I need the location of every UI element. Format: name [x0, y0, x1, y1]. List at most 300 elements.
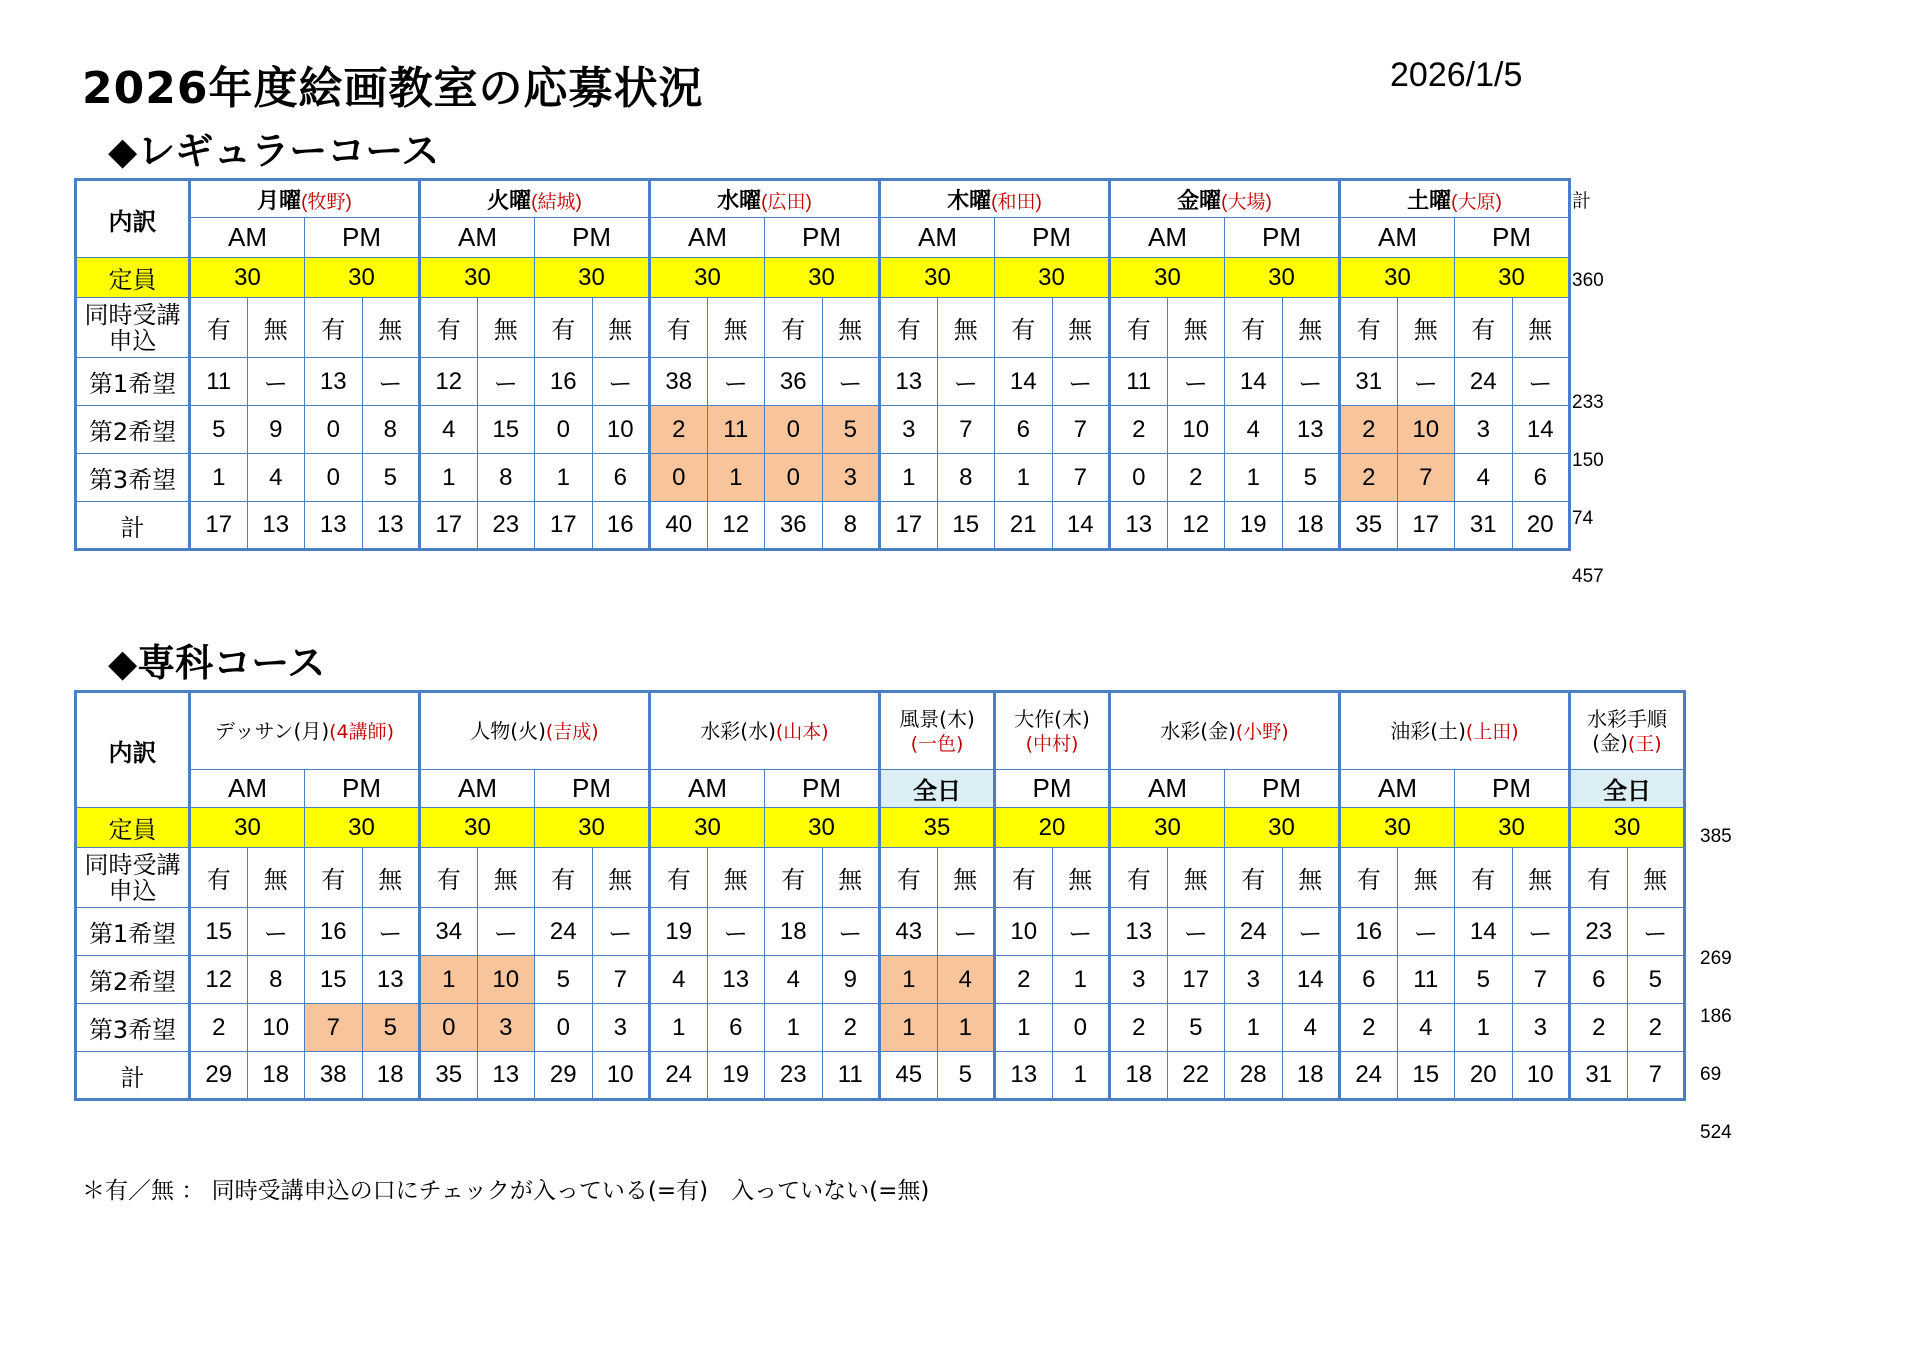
- yes-header: 有: [880, 848, 938, 908]
- data-cell: 9: [822, 956, 880, 1004]
- data-cell: 6: [592, 454, 650, 502]
- data-cell: 11: [190, 358, 248, 406]
- teacher-name: (吉成): [545, 720, 599, 743]
- data-cell: 0: [765, 406, 823, 454]
- data-cell: 23: [1570, 908, 1628, 956]
- course-name-day: (金): [1592, 730, 1628, 755]
- am-header: AM: [190, 218, 305, 258]
- yes-header: 有: [765, 848, 823, 908]
- data-cell: 0: [535, 406, 593, 454]
- data-cell: 1: [535, 454, 593, 502]
- data-cell: 17: [1397, 502, 1455, 550]
- data-cell: 10: [592, 1052, 650, 1100]
- capacity-value: 30: [305, 808, 420, 848]
- course-name: 大作(木): [1014, 706, 1090, 731]
- data-cell: 3: [592, 1004, 650, 1052]
- data-cell: 1: [1052, 956, 1110, 1004]
- page-title: 2026年度絵画教室の応募状況: [82, 63, 704, 114]
- data-cell: 1: [420, 454, 478, 502]
- no-header: 無: [592, 298, 650, 358]
- no-header: 無: [1052, 298, 1110, 358]
- data-cell: 0: [1052, 1004, 1110, 1052]
- data-cell: 18: [1110, 1052, 1168, 1100]
- data-cell: 17: [880, 502, 938, 550]
- pm-header: PM: [305, 218, 420, 258]
- course-header: [880, 692, 995, 770]
- no-header: 無: [822, 298, 880, 358]
- data-cell: 2: [1627, 1004, 1685, 1052]
- data-cell: 1: [650, 1004, 708, 1052]
- row-total: 233: [1572, 392, 1604, 413]
- data-cell: 7: [592, 956, 650, 1004]
- data-cell: 2: [650, 406, 708, 454]
- data-cell: 7: [1627, 1052, 1685, 1100]
- allday-header: 全日: [880, 770, 995, 808]
- yes-header: 有: [535, 848, 593, 908]
- data-cell: 0: [765, 454, 823, 502]
- capacity-value: 30: [1570, 808, 1685, 848]
- data-cell: ー: [1167, 358, 1225, 406]
- capacity-label: 定員: [76, 808, 190, 848]
- data-cell: 11: [1397, 956, 1455, 1004]
- yes-header: 有: [765, 298, 823, 358]
- am-header: AM: [420, 770, 535, 808]
- data-cell: 11: [707, 406, 765, 454]
- footnote: ＊有／無 ： 同時受講申込の口にチェックが入っている(=有) 入っていない(=無): [82, 1178, 930, 1204]
- capacity-value: 30: [650, 258, 765, 298]
- data-cell: 5: [822, 406, 880, 454]
- yes-header: 有: [1225, 298, 1283, 358]
- am-header: AM: [420, 218, 535, 258]
- data-cell: 5: [1167, 1004, 1225, 1052]
- data-cell: 3: [1455, 406, 1513, 454]
- data-cell: 4: [765, 956, 823, 1004]
- day-header: [420, 180, 650, 218]
- am-header: AM: [190, 770, 305, 808]
- data-cell: 15: [190, 908, 248, 956]
- teacher-name: (大場): [1221, 191, 1272, 213]
- concurrent-label-line1: 同時受講: [84, 300, 181, 329]
- course-header: [190, 692, 420, 770]
- data-cell: 8: [477, 454, 535, 502]
- pm-header: PM: [1455, 770, 1570, 808]
- course-header: [1570, 692, 1685, 770]
- data-cell: 36: [765, 502, 823, 550]
- day-name: 火曜: [487, 187, 532, 213]
- data-cell: ー: [937, 358, 995, 406]
- day-header: [1110, 180, 1340, 218]
- data-cell: ー: [1512, 908, 1570, 956]
- yes-header: 有: [650, 298, 708, 358]
- teacher-name: (山本): [775, 720, 829, 743]
- data-cell: 1: [1455, 1004, 1513, 1052]
- no-header: 無: [937, 298, 995, 358]
- capacity-value: 30: [765, 258, 880, 298]
- yes-header: 有: [190, 848, 248, 908]
- data-cell: ー: [1397, 908, 1455, 956]
- data-cell: 13: [362, 502, 420, 550]
- course-header: [420, 692, 650, 770]
- data-cell: 10: [1397, 406, 1455, 454]
- data-cell: 1: [420, 956, 478, 1004]
- data-cell: 5: [362, 1004, 420, 1052]
- yes-header: 有: [420, 848, 478, 908]
- data-cell: 2: [995, 956, 1053, 1004]
- data-cell: 7: [1052, 454, 1110, 502]
- row-label: 計: [76, 1052, 190, 1100]
- concurrent-label: [76, 298, 190, 358]
- capacity-value: 30: [420, 808, 535, 848]
- data-cell: 14: [1512, 406, 1570, 454]
- data-cell: 2: [190, 1004, 248, 1052]
- row-total: 524: [1700, 1122, 1732, 1143]
- data-cell: 13: [707, 956, 765, 1004]
- day-name: 金曜: [1177, 187, 1222, 213]
- no-header: 無: [1512, 848, 1570, 908]
- total-header: 計: [1572, 191, 1592, 212]
- row-label: 第2希望: [76, 406, 190, 454]
- data-cell: 29: [190, 1052, 248, 1100]
- data-cell: 38: [650, 358, 708, 406]
- data-cell: 0: [305, 454, 363, 502]
- yes-header: 有: [880, 298, 938, 358]
- teacher-name: (和田): [991, 191, 1042, 213]
- day-header: [190, 180, 420, 218]
- no-header: 無: [477, 848, 535, 908]
- no-header: 無: [1167, 848, 1225, 908]
- data-cell: 13: [477, 1052, 535, 1100]
- capacity-value: 20: [995, 808, 1110, 848]
- row-total: 150: [1572, 450, 1604, 471]
- data-cell: 2: [822, 1004, 880, 1052]
- data-cell: 0: [420, 1004, 478, 1052]
- pm-header: PM: [995, 218, 1110, 258]
- teacher-name: (上田): [1465, 720, 1519, 743]
- data-cell: 6: [1570, 956, 1628, 1004]
- data-cell: 6: [1340, 956, 1398, 1004]
- data-cell: 14: [1455, 908, 1513, 956]
- pm-header: PM: [535, 770, 650, 808]
- data-cell: 17: [420, 502, 478, 550]
- course-name: 風景(木): [899, 706, 975, 731]
- data-cell: 38: [305, 1052, 363, 1100]
- am-header: AM: [1340, 770, 1455, 808]
- pm-header: PM: [1455, 218, 1570, 258]
- data-cell: ー: [937, 908, 995, 956]
- data-cell: 0: [1110, 454, 1168, 502]
- capacity-value: 30: [1340, 808, 1455, 848]
- no-header: 無: [937, 848, 995, 908]
- capacity-label: 定員: [76, 258, 190, 298]
- data-cell: 4: [1282, 1004, 1340, 1052]
- course-name: 水彩(金): [1160, 718, 1236, 743]
- data-cell: 8: [822, 502, 880, 550]
- capacity-total: 385: [1700, 826, 1732, 847]
- data-cell: 2: [1340, 454, 1398, 502]
- data-cell: 13: [880, 358, 938, 406]
- data-cell: 0: [650, 454, 708, 502]
- data-cell: 10: [592, 406, 650, 454]
- data-cell: 19: [650, 908, 708, 956]
- day-name: 月曜: [257, 187, 302, 213]
- pm-header: PM: [995, 770, 1110, 808]
- yes-header: 有: [995, 848, 1053, 908]
- yes-header: 有: [1455, 848, 1513, 908]
- data-cell: 17: [1167, 956, 1225, 1004]
- yes-header: 有: [1340, 298, 1398, 358]
- data-cell: 13: [995, 1052, 1053, 1100]
- data-cell: 18: [1282, 502, 1340, 550]
- data-cell: 5: [1282, 454, 1340, 502]
- no-header: 無: [362, 298, 420, 358]
- capacity-total: 360: [1572, 270, 1604, 291]
- data-cell: 5: [362, 454, 420, 502]
- allday-header: 全日: [1570, 770, 1685, 808]
- data-cell: 7: [1052, 406, 1110, 454]
- data-cell: ー: [822, 358, 880, 406]
- data-cell: 7: [1512, 956, 1570, 1004]
- data-cell: 31: [1570, 1052, 1628, 1100]
- teacher-name: (一色): [910, 732, 964, 755]
- data-cell: 5: [1627, 956, 1685, 1004]
- data-cell: 12: [420, 358, 478, 406]
- data-cell: ー: [822, 908, 880, 956]
- row-label: 計: [76, 502, 190, 550]
- yes-header: 有: [1110, 298, 1168, 358]
- regular-section-title: ◆レギュラーコース: [108, 129, 440, 173]
- yes-header: 有: [1340, 848, 1398, 908]
- row-label: 第1希望: [76, 908, 190, 956]
- data-cell: 4: [937, 956, 995, 1004]
- data-cell: 1: [190, 454, 248, 502]
- data-cell: 40: [650, 502, 708, 550]
- capacity-value: 30: [765, 808, 880, 848]
- data-cell: 12: [707, 502, 765, 550]
- yes-header: 有: [1570, 848, 1628, 908]
- row-label: 第1希望: [76, 358, 190, 406]
- data-cell: ー: [477, 908, 535, 956]
- data-cell: 8: [362, 406, 420, 454]
- capacity-value: 30: [1110, 258, 1225, 298]
- data-cell: ー: [247, 358, 305, 406]
- no-header: 無: [247, 848, 305, 908]
- data-cell: 1: [880, 1004, 938, 1052]
- data-cell: 16: [535, 358, 593, 406]
- yes-header: 有: [995, 298, 1053, 358]
- data-cell: 6: [995, 406, 1053, 454]
- yes-header: 有: [1110, 848, 1168, 908]
- data-cell: 2: [1167, 454, 1225, 502]
- data-cell: 2: [1110, 1004, 1168, 1052]
- data-cell: 4: [247, 454, 305, 502]
- data-cell: 23: [477, 502, 535, 550]
- row-total: 69: [1700, 1064, 1722, 1085]
- regular-course-table: [74, 178, 1571, 551]
- data-cell: 11: [1110, 358, 1168, 406]
- concurrent-label: [76, 848, 190, 908]
- concurrent-label-line2: 申込: [108, 876, 157, 905]
- teacher-name: (王): [1627, 732, 1662, 755]
- data-cell: 0: [535, 1004, 593, 1052]
- data-cell: 4: [650, 956, 708, 1004]
- teacher-name: (広田): [761, 191, 812, 213]
- no-header: 無: [592, 848, 650, 908]
- data-cell: 18: [1282, 1052, 1340, 1100]
- day-header: [650, 180, 880, 218]
- data-cell: 2: [1340, 406, 1398, 454]
- concurrent-label-line1: 同時受講: [84, 850, 181, 879]
- data-cell: ー: [1052, 358, 1110, 406]
- data-cell: 18: [362, 1052, 420, 1100]
- data-cell: 13: [305, 502, 363, 550]
- pm-header: PM: [765, 218, 880, 258]
- data-cell: 10: [247, 1004, 305, 1052]
- no-header: 無: [1627, 848, 1685, 908]
- yes-header: 有: [305, 848, 363, 908]
- yes-header: 有: [650, 848, 708, 908]
- data-cell: ー: [1512, 358, 1570, 406]
- capacity-value: 30: [1455, 808, 1570, 848]
- no-header: 無: [707, 298, 765, 358]
- data-cell: 31: [1455, 502, 1513, 550]
- teacher-name: (結城): [531, 191, 582, 213]
- data-cell: 1: [995, 454, 1053, 502]
- capacity-value: 30: [650, 808, 765, 848]
- data-cell: 21: [995, 502, 1053, 550]
- breakdown-label: 内訳: [76, 692, 190, 808]
- pm-header: PM: [1225, 218, 1340, 258]
- capacity-value: 30: [995, 258, 1110, 298]
- teacher-name: (4講師): [329, 720, 395, 743]
- data-cell: ー: [1397, 358, 1455, 406]
- no-header: 無: [1397, 298, 1455, 358]
- data-cell: ー: [247, 908, 305, 956]
- data-cell: 5: [535, 956, 593, 1004]
- data-cell: 31: [1340, 358, 1398, 406]
- data-cell: ー: [1282, 908, 1340, 956]
- data-cell: ー: [592, 358, 650, 406]
- data-cell: 15: [305, 956, 363, 1004]
- data-cell: 35: [420, 1052, 478, 1100]
- am-header: AM: [650, 218, 765, 258]
- capacity-value: 30: [1455, 258, 1570, 298]
- row-total: 186: [1700, 1006, 1732, 1027]
- data-cell: 35: [1340, 502, 1398, 550]
- data-cell: ー: [477, 358, 535, 406]
- data-cell: 22: [1167, 1052, 1225, 1100]
- no-header: 無: [1282, 848, 1340, 908]
- day-header: [1340, 180, 1570, 218]
- no-header: 無: [1167, 298, 1225, 358]
- capacity-value: 30: [1225, 808, 1340, 848]
- day-name: 木曜: [947, 187, 992, 213]
- data-cell: 2: [1110, 406, 1168, 454]
- am-header: AM: [880, 218, 995, 258]
- course-header: [650, 692, 880, 770]
- yes-header: 有: [305, 298, 363, 358]
- data-cell: 1: [880, 454, 938, 502]
- course-name: 水彩手順: [1587, 706, 1667, 731]
- capacity-value: 30: [190, 258, 305, 298]
- data-cell: 1: [765, 1004, 823, 1052]
- row-label: 第3希望: [76, 454, 190, 502]
- data-cell: 14: [1052, 502, 1110, 550]
- data-cell: 13: [1110, 908, 1168, 956]
- data-cell: 13: [1110, 502, 1168, 550]
- data-cell: 5: [190, 406, 248, 454]
- capacity-value: 35: [880, 808, 995, 848]
- breakdown-label: 内訳: [76, 180, 190, 258]
- data-cell: 8: [247, 956, 305, 1004]
- data-cell: 9: [247, 406, 305, 454]
- course-header: [1340, 692, 1570, 770]
- data-cell: 4: [1455, 454, 1513, 502]
- data-cell: 13: [247, 502, 305, 550]
- data-cell: 10: [477, 956, 535, 1004]
- no-header: 無: [1397, 848, 1455, 908]
- row-total: 269: [1700, 948, 1732, 969]
- capacity-value: 30: [880, 258, 995, 298]
- data-cell: 1: [1052, 1052, 1110, 1100]
- capacity-value: 30: [535, 808, 650, 848]
- data-cell: 2: [1570, 1004, 1628, 1052]
- data-cell: 12: [1167, 502, 1225, 550]
- no-header: 無: [247, 298, 305, 358]
- data-cell: ー: [707, 908, 765, 956]
- data-cell: ー: [1167, 908, 1225, 956]
- data-cell: ー: [362, 358, 420, 406]
- report-date: 2026/1/5: [1390, 56, 1523, 94]
- pm-header: PM: [1225, 770, 1340, 808]
- no-header: 無: [707, 848, 765, 908]
- data-cell: 34: [420, 908, 478, 956]
- row-label: 第3希望: [76, 1004, 190, 1052]
- capacity-value: 30: [420, 258, 535, 298]
- data-cell: 3: [477, 1004, 535, 1052]
- data-cell: 0: [305, 406, 363, 454]
- data-cell: 1: [1225, 1004, 1283, 1052]
- yes-header: 有: [1455, 298, 1513, 358]
- day-name: 水曜: [717, 187, 762, 213]
- data-cell: 29: [535, 1052, 593, 1100]
- pm-header: PM: [535, 218, 650, 258]
- data-cell: 20: [1455, 1052, 1513, 1100]
- yes-header: 有: [535, 298, 593, 358]
- capacity-value: 30: [1225, 258, 1340, 298]
- data-cell: 3: [1110, 956, 1168, 1004]
- capacity-value: 30: [1110, 808, 1225, 848]
- data-cell: 14: [1225, 358, 1283, 406]
- data-cell: 10: [1512, 1052, 1570, 1100]
- data-cell: 16: [592, 502, 650, 550]
- data-cell: 18: [765, 908, 823, 956]
- data-cell: 24: [535, 908, 593, 956]
- capacity-value: 30: [190, 808, 305, 848]
- course-name: 人物(火): [470, 718, 546, 743]
- row-total: 457: [1572, 566, 1604, 587]
- yes-header: 有: [190, 298, 248, 358]
- capacity-value: 30: [305, 258, 420, 298]
- course-name: デッサン(月): [214, 718, 330, 743]
- data-cell: 13: [305, 358, 363, 406]
- pm-header: PM: [765, 770, 880, 808]
- data-cell: 10: [995, 908, 1053, 956]
- am-header: AM: [1110, 770, 1225, 808]
- data-cell: 10: [1167, 406, 1225, 454]
- data-cell: 19: [707, 1052, 765, 1100]
- data-cell: 4: [1397, 1004, 1455, 1052]
- data-cell: 8: [937, 454, 995, 502]
